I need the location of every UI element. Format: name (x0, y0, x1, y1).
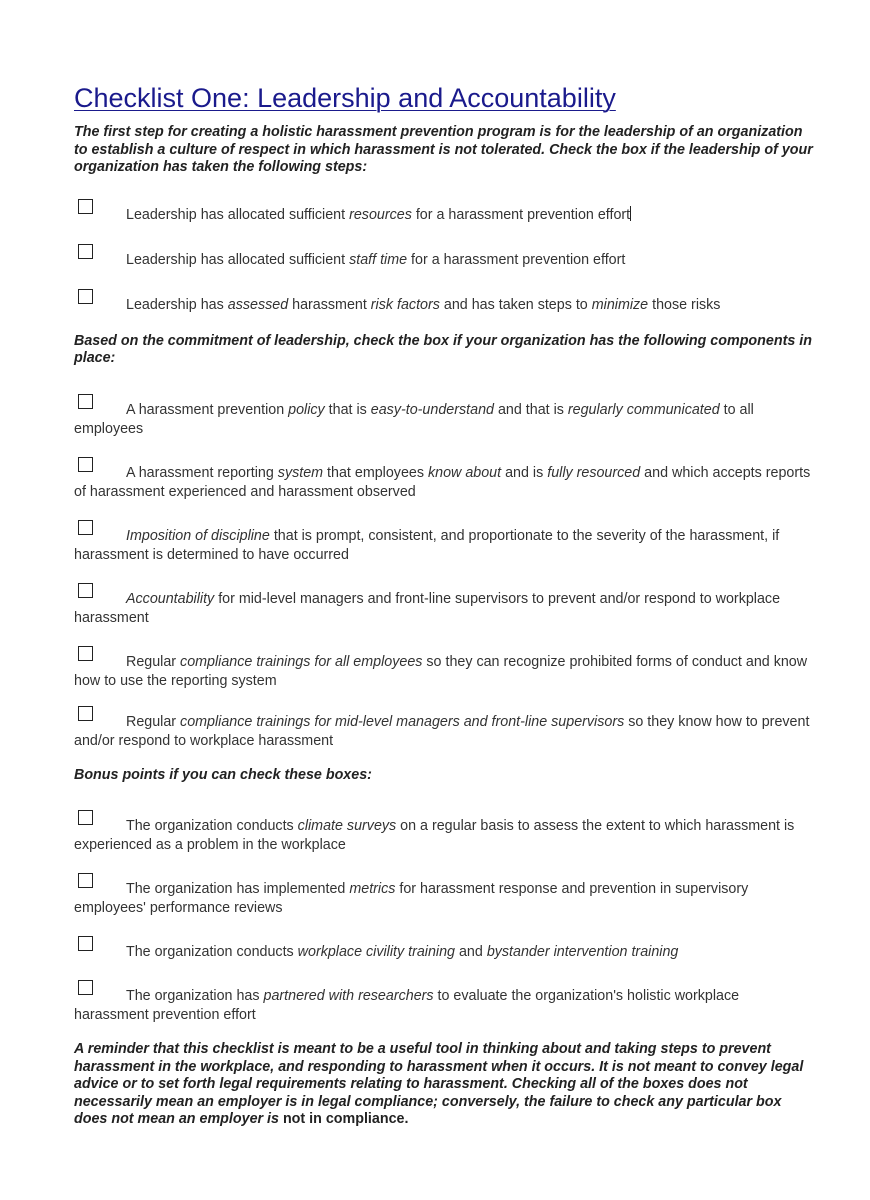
item-text: to all employees (74, 401, 754, 437)
item-emphasis: compliance trainings for mid-level managers and front-line supervisors (180, 713, 625, 730)
checklist-item-text (74, 987, 814, 1025)
item-text: for a harassment prevention effort (411, 206, 631, 223)
item-text: The organization conducts (126, 944, 298, 960)
item-text: so they know how to prevent and/or respond to workplace harassment (74, 713, 810, 749)
item-text: and that is (493, 401, 568, 418)
item-emphasis: system (277, 464, 324, 481)
checklist-item (74, 713, 814, 751)
intro-paragraph: The first step for creating a holistic harassment prevention program is for the leadership of an organization to establish a culture of respect in which harassment is not tolerated. Check the box if the leadership of your organization has taken the following steps: (74, 124, 813, 175)
reminder-text: A reminder that this checklist is meant to be a useful tool in thinking about and taking steps to prevent harassment in the workplace, and responding to harassment when it occurs. It is not meant to convey legal advice or to set forth legal requirements relating to harassment. Checking all of the boxes does not necessarily mean an employer is in legal compliance; conversely, the failure to check any particular box does not mean an employer is (74, 1041, 804, 1127)
checkbox[interactable] (78, 810, 93, 825)
item-text: to evaluate the organization's holistic workplace harassment prevention effort (74, 988, 740, 1023)
item-emphasis: Imposition of discipline (126, 527, 270, 544)
checklist-item-text (74, 527, 814, 565)
checklist-item (74, 880, 814, 918)
reminder-tail: not in compliance. (282, 1111, 409, 1127)
item-text: harassment (288, 296, 371, 313)
item-emphasis: Accountability (126, 590, 215, 607)
item-emphasis: risk factors (370, 296, 440, 313)
item-emphasis: climate surveys (297, 818, 397, 834)
item-text: that is (324, 401, 371, 418)
item-text: and which accepts reports of harassment experienced and harassment observed (74, 464, 811, 500)
reminder-paragraph (74, 1041, 814, 1129)
item-text: that employees (323, 464, 428, 481)
checklist-item (74, 590, 814, 628)
checklist-item-text (74, 296, 814, 315)
checklist-item (74, 251, 814, 270)
item-emphasis: policy (288, 401, 325, 418)
item-text: Regular (126, 713, 181, 730)
item-text: A harassment reporting (126, 464, 278, 481)
checkbox[interactable] (78, 646, 93, 661)
item-text: for a harassment prevention effort (407, 251, 626, 268)
item-emphasis: bystander intervention training (486, 944, 679, 960)
checklist-item (74, 296, 814, 315)
components-checklist (74, 401, 814, 751)
item-text: Leadership has allocated sufficient (126, 206, 350, 223)
checklist-item (74, 653, 814, 691)
checklist-item-text (74, 251, 814, 270)
checklist-item (74, 464, 814, 502)
checkbox[interactable] (78, 980, 93, 995)
item-text: A harassment prevention (126, 401, 289, 418)
item-text: and has taken steps to (439, 296, 592, 313)
item-text: and is (501, 464, 548, 481)
item-text: Leadership has allocated sufficient (126, 251, 350, 268)
item-text: Regular (126, 653, 181, 670)
components-heading: Based on the commitment of leadership, check the box if your organization has the following components in place: (74, 332, 812, 366)
item-text: that is prompt, consistent, and proportionate to the severity of the harassment, if harassment is determined to have occurred (74, 527, 780, 563)
item-text: and (455, 944, 487, 960)
item-emphasis: partnered with researchers (263, 988, 434, 1004)
item-emphasis: minimize (591, 296, 649, 313)
checkbox[interactable] (78, 244, 93, 259)
item-emphasis: resources (349, 206, 412, 223)
bonus-heading: Bonus points if you can check these boxes: (74, 766, 372, 783)
item-emphasis: regularly communicated (567, 401, 720, 418)
item-text: The organization conducts (126, 818, 298, 834)
item-emphasis: workplace civility training (297, 944, 455, 960)
page-title: Checklist One: Leadership and Accountability (74, 83, 616, 113)
checkbox[interactable] (78, 583, 93, 598)
item-emphasis: know about (427, 464, 502, 481)
item-text: for harassment response and prevention in supervisory employees' performance reviews (74, 881, 749, 916)
checkbox[interactable] (78, 199, 93, 214)
checklist-item (74, 527, 814, 565)
checklist-item-text (74, 880, 814, 918)
item-emphasis: staff time (349, 251, 408, 268)
checklist-item (74, 943, 814, 962)
item-text: The organization has implemented (126, 881, 350, 897)
item-emphasis: metrics (349, 881, 396, 897)
item-text: for mid-level managers and front-line supervisors to prevent and/or respond to workplace harassment (74, 590, 781, 626)
checkbox[interactable] (78, 394, 93, 409)
checkbox[interactable] (78, 936, 93, 951)
checkbox[interactable] (78, 520, 93, 535)
checkbox[interactable] (78, 873, 93, 888)
leadership-checklist (74, 206, 814, 315)
checkbox[interactable] (78, 706, 93, 721)
checklist-item-text (74, 817, 814, 855)
item-text: those risks (648, 296, 721, 313)
document-page (74, 80, 814, 1129)
item-emphasis: compliance trainings for all employees (180, 653, 423, 670)
checkbox[interactable] (78, 289, 93, 304)
checklist-item (74, 401, 814, 439)
checklist-item-text (74, 653, 814, 691)
text-cursor (630, 206, 631, 221)
checkbox[interactable] (78, 457, 93, 472)
checklist-item (74, 206, 814, 225)
checklist-item-text (74, 206, 814, 225)
checklist-item (74, 987, 814, 1025)
item-text: so they can recognize prohibited forms of conduct and know how to use the reporting system (74, 653, 808, 689)
checklist-item-text (74, 590, 814, 628)
item-emphasis: fully resourced (547, 464, 641, 481)
checklist-item-text (74, 464, 814, 502)
item-emphasis: assessed (227, 296, 289, 313)
checklist-item-text (74, 943, 814, 962)
item-emphasis: easy-to-understand (370, 401, 494, 418)
checklist-item-text (74, 401, 814, 439)
bonus-checklist (74, 817, 814, 1025)
item-text: on a regular basis to assess the extent to which harassment is experienced as a problem in the workplace (74, 818, 795, 853)
checklist-item (74, 817, 814, 855)
item-text: The organization has (126, 988, 264, 1004)
item-text: Leadership has (126, 296, 228, 313)
checklist-item-text (74, 713, 814, 751)
